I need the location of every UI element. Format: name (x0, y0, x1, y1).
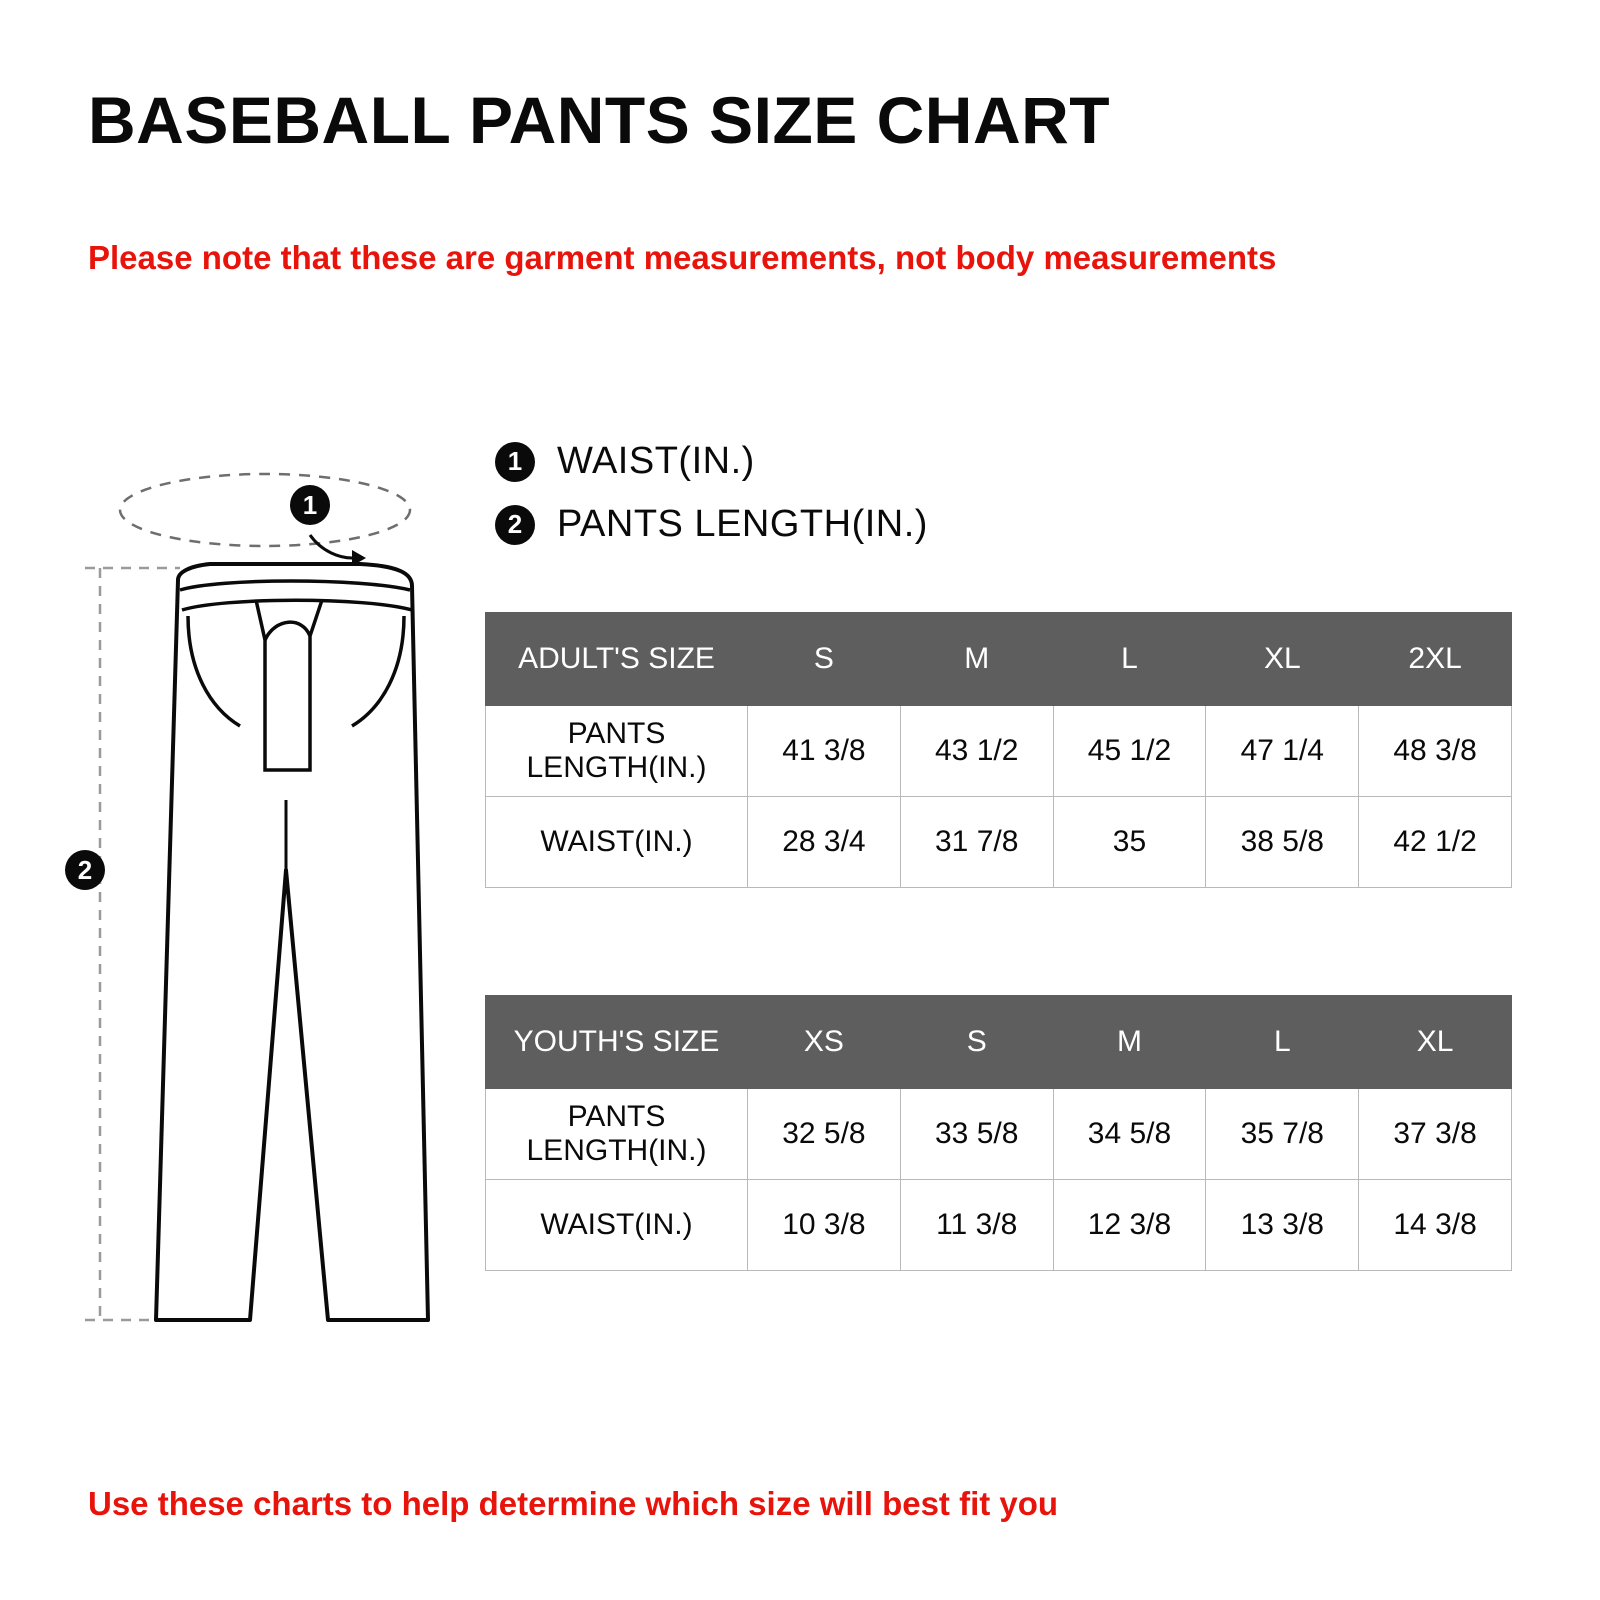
adult-waist-s: 28 3/4 (748, 797, 901, 888)
adult-col-m: M (900, 613, 1053, 706)
youth-col-l: L (1206, 996, 1359, 1089)
adult-size-header: ADULT'S SIZE (486, 613, 748, 706)
adult-size-table (485, 612, 1512, 888)
table-row (486, 797, 1512, 888)
youth-pants-length-m: 34 5/8 (1053, 1089, 1206, 1180)
youth-pants-length-s: 33 5/8 (900, 1089, 1053, 1180)
table-row (486, 706, 1512, 797)
legend-item-waist (495, 440, 928, 483)
adult-row-label-waist: WAIST(IN.) (486, 797, 748, 888)
youth-row-label-waist: WAIST(IN.) (486, 1180, 748, 1271)
table-row (486, 1089, 1512, 1180)
adult-waist-xl: 38 5/8 (1206, 797, 1359, 888)
diagram-marker-length-icon: 2 (65, 850, 105, 890)
adult-pants-length-2xl: 48 3/8 (1359, 706, 1512, 797)
table-header-row (486, 996, 1512, 1089)
garment-measurement-note: Please note that these are garment measurements, not body measurements (88, 239, 1277, 276)
adult-waist-l: 35 (1053, 797, 1206, 888)
adult-row-label-pants-length: PANTS LENGTH(IN.) (486, 706, 748, 797)
youth-col-xs: XS (748, 996, 901, 1089)
youth-waist-xs: 10 3/8 (748, 1180, 901, 1271)
marker-one-icon: 1 (495, 442, 535, 482)
legend (495, 440, 928, 566)
adult-col-2xl: 2XL (1359, 613, 1512, 706)
adult-pants-length-m: 43 1/2 (900, 706, 1053, 797)
adult-pants-length-xl: 47 1/4 (1206, 706, 1359, 797)
youth-waist-l: 13 3/8 (1206, 1180, 1359, 1271)
youth-size-header: YOUTH'S SIZE (486, 996, 748, 1089)
youth-waist-s: 11 3/8 (900, 1180, 1053, 1271)
youth-waist-m: 12 3/8 (1053, 1180, 1206, 1271)
adult-waist-2xl: 42 1/2 (1359, 797, 1512, 888)
legend-label-waist: WAIST(IN.) (557, 440, 755, 482)
youth-col-xl: XL (1359, 996, 1512, 1089)
legend-label-pants-length: PANTS LENGTH(IN.) (557, 503, 928, 545)
youth-col-s: S (900, 996, 1053, 1089)
youth-size-table (485, 995, 1512, 1271)
footer-note: Use these charts to help determine which size will best fit you (88, 1485, 1059, 1522)
adult-col-s: S (748, 613, 901, 706)
page-title: BASEBALL PANTS SIZE CHART (88, 83, 1111, 157)
youth-pants-length-l: 35 7/8 (1206, 1089, 1359, 1180)
marker-two-icon: 2 (495, 505, 535, 545)
diagram-marker-waist-icon: 1 (290, 485, 330, 525)
pants-illustration (60, 440, 490, 1345)
legend-item-pants-length (495, 503, 928, 546)
table-row (486, 1180, 1512, 1271)
adult-pants-length-s: 41 3/8 (748, 706, 901, 797)
table-header-row (486, 613, 1512, 706)
adult-pants-length-l: 45 1/2 (1053, 706, 1206, 797)
adult-waist-m: 31 7/8 (900, 797, 1053, 888)
youth-waist-xl: 14 3/8 (1359, 1180, 1512, 1271)
youth-pants-length-xs: 32 5/8 (748, 1089, 901, 1180)
youth-pants-length-xl: 37 3/8 (1359, 1089, 1512, 1180)
pants-diagram-svg (60, 440, 490, 1340)
youth-row-label-pants-length: PANTS LENGTH(IN.) (486, 1089, 748, 1180)
adult-col-l: L (1053, 613, 1206, 706)
youth-col-m: M (1053, 996, 1206, 1089)
adult-col-xl: XL (1206, 613, 1359, 706)
